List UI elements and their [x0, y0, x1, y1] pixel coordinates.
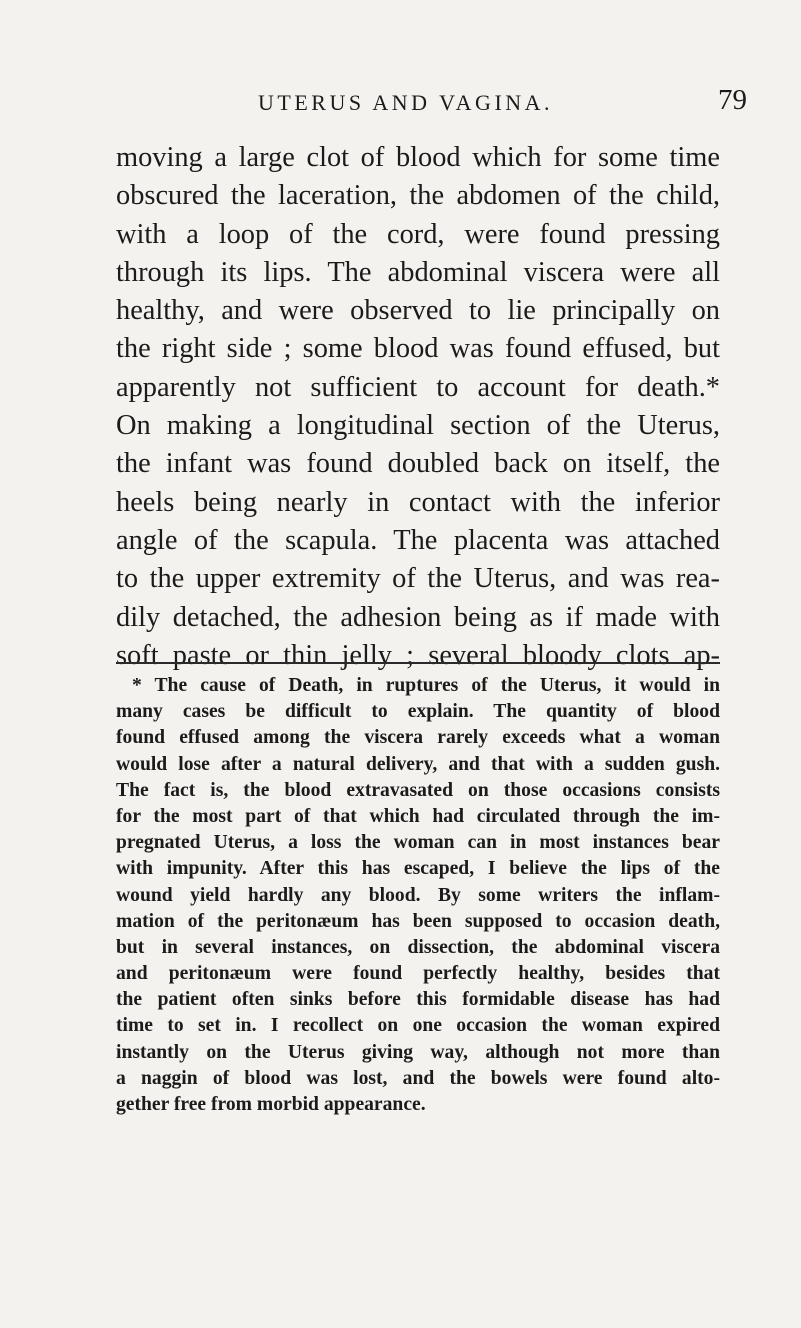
body-line: heels being nearly in contact with the inferior — [116, 486, 720, 518]
body-line: moving a large clot of blood which for some time — [116, 142, 720, 173]
footnote-line: instantly on the Uterus giving way, although not more than — [116, 1041, 720, 1063]
footnote-line: gether free from morbid appearance. — [116, 1094, 426, 1115]
footnote-line: found effused among the viscera rarely exceeds what a woman — [116, 727, 720, 749]
footnote-line: but in several instances, on dissection, the abdominal viscera — [116, 936, 720, 958]
footnote-line: The fact is, the blood extravasated on those occasions consists — [116, 779, 720, 801]
body-line: angle of the scapula. The placenta was attached — [116, 524, 720, 556]
running-head: UTERUS AND VAGINA. — [258, 90, 554, 115]
body-line: soft paste or thin jelly ; several bloody clots ap- — [116, 639, 720, 671]
footnote-line: the patient often sinks before this formidable disease has had — [116, 989, 720, 1011]
body-line: obscured the laceration, the abdomen of the child, — [116, 180, 720, 212]
page-header — [0, 84, 801, 128]
footnote-line: and peritonæum were found perfectly healthy, besides that — [116, 963, 720, 985]
footnote-line: many cases be difficult to explain. The quantity of blood — [116, 701, 720, 723]
body-line: with a loop of the cord, were found pressing — [116, 218, 720, 250]
footnote-line: a naggin of blood was lost, and the bowels were found alto- — [116, 1067, 720, 1089]
body-line: the right side ; some blood was found effused, but — [116, 333, 720, 365]
body-line: dily detached, the adhesion being as if made with — [116, 601, 720, 633]
footnote-line: with impunity. After this has escaped, I believe the lips of the — [116, 858, 720, 880]
page-number: 79 — [718, 84, 747, 116]
footnote-line: would lose after a natural delivery, and that with a sudden gush. — [116, 753, 720, 775]
body-line: to the upper extremity of the Uterus, and was rea- — [116, 563, 720, 595]
body-text — [116, 139, 720, 675]
footnote — [116, 673, 720, 1118]
footnote-line: wound yield hardly any blood. By some writers the inflam- — [116, 884, 720, 906]
footnote-line: mation of the peritonæum has been supposed to occasion death, — [116, 910, 720, 932]
footnote-line: pregnated Uterus, a loss the woman can in most instances bear — [116, 832, 720, 854]
body-line: healthy, and were observed to lie principally on — [116, 295, 720, 327]
body-line: the infant was found doubled back on itself, the — [116, 448, 720, 480]
body-line: On making a longitudinal section of the Uterus, — [116, 410, 720, 442]
footnote-line: for the most part of that which had circulated through the im- — [116, 805, 720, 827]
body-line: apparently not sufficient to account for death.* — [116, 371, 720, 403]
footnote-line: * The cause of Death, in ruptures of the Uterus, it would in — [132, 675, 720, 696]
footnote-divider — [116, 662, 720, 664]
footnote-line: time to set in. I recollect on one occasion the woman expired — [116, 1015, 720, 1037]
body-line: through its lips. The abdominal viscera were all — [116, 256, 720, 288]
